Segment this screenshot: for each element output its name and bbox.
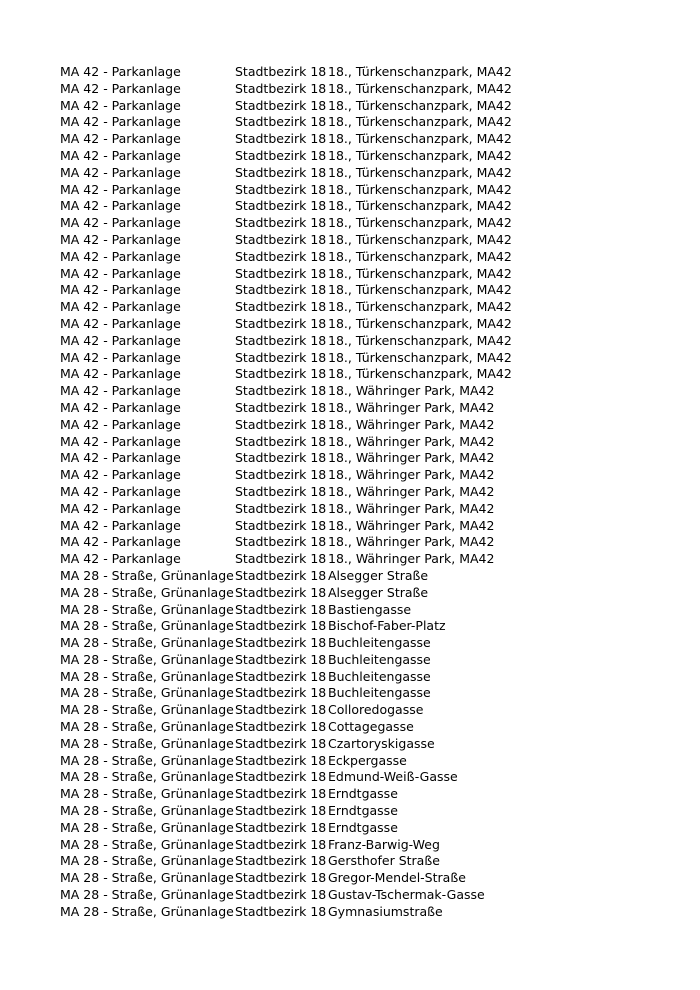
table-row [60,635,680,652]
district-cell: Stadtbezirk 18 [235,601,327,617]
location-cell: Czartoryskigasse [328,735,435,751]
district-cell: Stadtbezirk 18 [235,383,327,399]
table-row [60,702,680,719]
district-cell: Stadtbezirk 18 [235,786,327,802]
location-cell: 18., Währinger Park, MA42 [328,517,495,533]
table-row [60,182,680,199]
location-cell: 18., Türkenschanzpark, MA42 [328,366,512,382]
department-cell: MA 42 - Parkanlage [60,315,181,331]
table-row [60,534,680,551]
department-cell: MA 42 - Parkanlage [60,483,181,499]
district-cell: Stadtbezirk 18 [235,467,327,483]
district-cell: Stadtbezirk 18 [235,147,327,163]
district-cell: Stadtbezirk 18 [235,64,327,79]
location-cell: 18., Währinger Park, MA42 [328,450,495,466]
table-row [60,383,680,400]
district-cell: Stadtbezirk 18 [235,534,327,550]
location-cell: Buchleitengasse [328,685,431,701]
location-cell: Bastiengasse [328,601,412,617]
department-cell: MA 28 - Straße, Grünanlage [60,752,234,768]
location-cell: 18., Türkenschanzpark, MA42 [328,97,512,113]
district-cell: Stadtbezirk 18 [235,366,327,382]
department-cell: MA 28 - Straße, Grünanlage [60,702,234,718]
table-row [60,400,680,417]
location-cell: 18., Türkenschanzpark, MA42 [328,164,512,180]
department-cell: MA 28 - Straße, Grünanlage [60,635,234,651]
district-cell: Stadtbezirk 18 [235,215,327,231]
location-cell: Cottagegasse [328,719,414,735]
table-row [60,81,680,98]
location-cell: 18., Währinger Park, MA42 [328,383,495,399]
table-row [60,769,680,786]
department-cell: MA 42 - Parkanlage [60,500,181,516]
table-row [60,602,680,619]
department-cell: MA 28 - Straße, Grünanlage [60,618,234,634]
district-cell: Stadtbezirk 18 [235,248,327,264]
department-cell: MA 28 - Straße, Grünanlage [60,870,234,886]
department-cell: MA 42 - Parkanlage [60,416,181,432]
district-cell: Stadtbezirk 18 [235,299,327,315]
district-cell: Stadtbezirk 18 [235,853,327,869]
table-row [60,131,680,148]
district-cell: Stadtbezirk 18 [235,719,327,735]
table-row [60,417,680,434]
district-cell: Stadtbezirk 18 [235,315,327,331]
location-cell: 18., Türkenschanzpark, MA42 [328,80,512,96]
district-cell: Stadtbezirk 18 [235,651,327,667]
table-row [60,753,680,770]
table-row [60,518,680,535]
department-cell: MA 28 - Straße, Grünanlage [60,601,234,617]
table-row [60,501,680,518]
table-row [60,803,680,820]
location-cell: Alsegger Straße [328,567,429,583]
table-row [60,669,680,686]
table-row [60,316,680,333]
record-list [60,64,680,921]
location-cell: Colloredogasse [328,702,424,718]
location-cell: 18., Türkenschanzpark, MA42 [328,198,512,214]
table-row [60,786,680,803]
department-cell: MA 42 - Parkanlage [60,366,181,382]
district-cell: Stadtbezirk 18 [235,668,327,684]
district-cell: Stadtbezirk 18 [235,114,327,130]
department-cell: MA 42 - Parkanlage [60,332,181,348]
location-cell: 18., Währinger Park, MA42 [328,500,495,516]
location-cell: Gustav-Tschermak-Gasse [328,887,485,903]
table-row [60,736,680,753]
table-row [60,450,680,467]
table-row [60,282,680,299]
department-cell: MA 28 - Straße, Grünanlage [60,685,234,701]
district-cell: Stadtbezirk 18 [235,483,327,499]
department-cell: MA 42 - Parkanlage [60,517,181,533]
table-row [60,551,680,568]
table-row [60,232,680,249]
table-row [60,366,680,383]
department-cell: MA 28 - Straße, Grünanlage [60,836,234,852]
table-row [60,585,680,602]
department-cell: MA 42 - Parkanlage [60,399,181,415]
table-row [60,887,680,904]
location-cell: 18., Türkenschanzpark, MA42 [328,282,512,298]
location-cell: Eckpergasse [328,752,407,768]
table-row [60,434,680,451]
location-cell: 18., Türkenschanzpark, MA42 [328,231,512,247]
location-cell: Buchleitengasse [328,635,431,651]
department-cell: MA 42 - Parkanlage [60,114,181,130]
department-cell: MA 28 - Straße, Grünanlage [60,584,234,600]
location-cell: Gregor-Mendel-Straße [328,870,466,886]
location-cell: 18., Währinger Park, MA42 [328,416,495,432]
department-cell: MA 42 - Parkanlage [60,349,181,365]
department-cell: MA 42 - Parkanlage [60,551,181,567]
location-cell: Gymnasiumstraße [328,903,443,919]
department-cell: MA 28 - Straße, Grünanlage [60,769,234,785]
department-cell: MA 42 - Parkanlage [60,198,181,214]
department-cell: MA 42 - Parkanlage [60,248,181,264]
department-cell: MA 42 - Parkanlage [60,64,181,79]
table-row [60,870,680,887]
department-cell: MA 28 - Straße, Grünanlage [60,567,234,583]
table-row [60,652,680,669]
table-row [60,249,680,266]
department-cell: MA 42 - Parkanlage [60,450,181,466]
district-cell: Stadtbezirk 18 [235,735,327,751]
table-row [60,853,680,870]
district-cell: Stadtbezirk 18 [235,618,327,634]
department-cell: MA 28 - Straße, Grünanlage [60,651,234,667]
location-cell: Erndtgasse [328,803,398,819]
district-cell: Stadtbezirk 18 [235,131,327,147]
table-row [60,114,680,131]
location-cell: Gersthofer Straße [328,853,440,869]
district-cell: Stadtbezirk 18 [235,584,327,600]
location-cell: 18., Währinger Park, MA42 [328,467,495,483]
department-cell: MA 42 - Parkanlage [60,299,181,315]
district-cell: Stadtbezirk 18 [235,887,327,903]
department-cell: MA 42 - Parkanlage [60,164,181,180]
location-cell: Franz-Barwig-Weg [328,836,440,852]
district-cell: Stadtbezirk 18 [235,836,327,852]
location-cell: Bischof-Faber-Platz [328,618,446,634]
table-row [60,484,680,501]
district-cell: Stadtbezirk 18 [235,752,327,768]
district-cell: Stadtbezirk 18 [235,635,327,651]
location-cell: Alsegger Straße [328,584,429,600]
district-cell: Stadtbezirk 18 [235,903,327,919]
table-row [60,837,680,854]
location-cell: 18., Währinger Park, MA42 [328,551,495,567]
department-cell: MA 28 - Straße, Grünanlage [60,903,234,919]
table-row [60,719,680,736]
department-cell: MA 42 - Parkanlage [60,181,181,197]
district-cell: Stadtbezirk 18 [235,433,327,449]
table-row [60,467,680,484]
department-cell: MA 28 - Straße, Grünanlage [60,786,234,802]
department-cell: MA 28 - Straße, Grünanlage [60,668,234,684]
table-row [60,618,680,635]
department-cell: MA 42 - Parkanlage [60,97,181,113]
location-cell: 18., Türkenschanzpark, MA42 [328,265,512,281]
district-cell: Stadtbezirk 18 [235,803,327,819]
location-cell: 18., Währinger Park, MA42 [328,433,495,449]
district-cell: Stadtbezirk 18 [235,551,327,567]
location-cell: 18., Türkenschanzpark, MA42 [328,114,512,130]
district-cell: Stadtbezirk 18 [235,164,327,180]
location-cell: 18., Türkenschanzpark, MA42 [328,215,512,231]
district-cell: Stadtbezirk 18 [235,282,327,298]
table-row [60,350,680,367]
district-cell: Stadtbezirk 18 [235,399,327,415]
district-cell: Stadtbezirk 18 [235,97,327,113]
table-row [60,685,680,702]
district-cell: Stadtbezirk 18 [235,567,327,583]
location-cell: 18., Türkenschanzpark, MA42 [328,248,512,264]
location-cell: Erndtgasse [328,819,398,835]
department-cell: MA 42 - Parkanlage [60,147,181,163]
table-row [60,215,680,232]
location-cell: 18., Türkenschanzpark, MA42 [328,181,512,197]
district-cell: Stadtbezirk 18 [235,198,327,214]
department-cell: MA 42 - Parkanlage [60,80,181,96]
location-cell: Erndtgasse [328,786,398,802]
table-row [60,64,680,81]
department-cell: MA 28 - Straße, Grünanlage [60,735,234,751]
table-row [60,299,680,316]
location-cell: 18., Währinger Park, MA42 [328,399,495,415]
department-cell: MA 42 - Parkanlage [60,215,181,231]
location-cell: 18., Türkenschanzpark, MA42 [328,332,512,348]
district-cell: Stadtbezirk 18 [235,685,327,701]
district-cell: Stadtbezirk 18 [235,265,327,281]
department-cell: MA 42 - Parkanlage [60,467,181,483]
department-cell: MA 28 - Straße, Grünanlage [60,887,234,903]
table-row [60,165,680,182]
table-row [60,820,680,837]
department-cell: MA 42 - Parkanlage [60,265,181,281]
location-cell: Buchleitengasse [328,668,431,684]
department-cell: MA 28 - Straße, Grünanlage [60,819,234,835]
location-cell: 18., Türkenschanzpark, MA42 [328,315,512,331]
district-cell: Stadtbezirk 18 [235,870,327,886]
department-cell: MA 28 - Straße, Grünanlage [60,803,234,819]
table-row [60,568,680,585]
location-cell: 18., Türkenschanzpark, MA42 [328,349,512,365]
location-cell: 18., Türkenschanzpark, MA42 [328,64,512,79]
district-cell: Stadtbezirk 18 [235,517,327,533]
location-cell: 18., Türkenschanzpark, MA42 [328,299,512,315]
district-cell: Stadtbezirk 18 [235,231,327,247]
location-cell: 18., Währinger Park, MA42 [328,483,495,499]
table-row [60,198,680,215]
location-cell: 18., Währinger Park, MA42 [328,534,495,550]
table-row [60,98,680,115]
department-cell: MA 42 - Parkanlage [60,231,181,247]
table-row [60,333,680,350]
department-cell: MA 42 - Parkanlage [60,131,181,147]
location-cell: 18., Türkenschanzpark, MA42 [328,131,512,147]
location-cell: Buchleitengasse [328,651,431,667]
location-cell: Edmund-Weiß-Gasse [328,769,458,785]
district-cell: Stadtbezirk 18 [235,450,327,466]
district-cell: Stadtbezirk 18 [235,181,327,197]
district-cell: Stadtbezirk 18 [235,80,327,96]
department-cell: MA 28 - Straße, Grünanlage [60,719,234,735]
district-cell: Stadtbezirk 18 [235,769,327,785]
district-cell: Stadtbezirk 18 [235,349,327,365]
table-row [60,266,680,283]
department-cell: MA 42 - Parkanlage [60,534,181,550]
department-cell: MA 28 - Straße, Grünanlage [60,853,234,869]
district-cell: Stadtbezirk 18 [235,500,327,516]
department-cell: MA 42 - Parkanlage [60,282,181,298]
department-cell: MA 42 - Parkanlage [60,383,181,399]
department-cell: MA 42 - Parkanlage [60,433,181,449]
location-cell: 18., Türkenschanzpark, MA42 [328,147,512,163]
district-cell: Stadtbezirk 18 [235,819,327,835]
table-row [60,148,680,165]
district-cell: Stadtbezirk 18 [235,702,327,718]
district-cell: Stadtbezirk 18 [235,332,327,348]
table-row [60,904,680,921]
district-cell: Stadtbezirk 18 [235,416,327,432]
